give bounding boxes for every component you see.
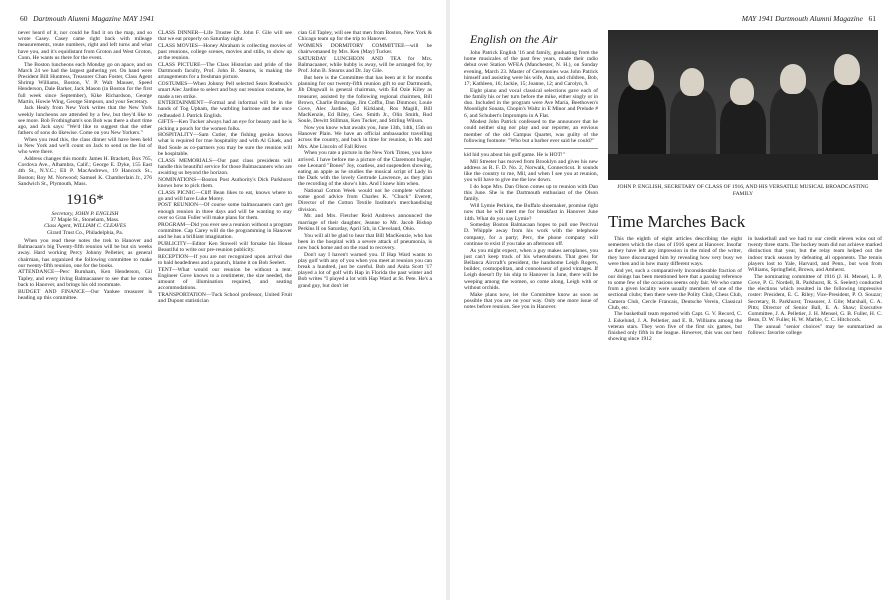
piano-bench	[608, 154, 878, 180]
figure-head	[730, 78, 754, 105]
class-agent-line: Class Agent, WILLIAM C. CLEAVES	[44, 223, 126, 230]
figure-head	[680, 68, 704, 96]
running-head-left: Dartmouth Alumni Magazine MAY 1941	[33, 14, 155, 23]
figure-head	[628, 60, 654, 90]
paragraph: BUDGET AND FINANCE—Our Yankee treasurer is heading up this committee.	[18, 288, 152, 301]
left-column-3	[298, 30, 432, 595]
paragraph: TRANSPORTATION—Tuck School professor, United Fruit and Dupont statistician	[158, 291, 292, 305]
photo-caption: JOHN P. ENGLISH, SECRETARY OF CLASS OF 1916, AND HIS VERSATILE MUSICAL BROADCASTING FAMILY	[617, 184, 869, 197]
paragraph: But here is the Committee that has been at it for months planning for our twenty-fifth reunion gift to our Dartmouth, Jib Dingwall is general chairman, with Ed Ozie Kiley as treasurer, assisted by the following regional chairmen, Bill Brown, Charlie Brundage, Jim Coffin, Dan Dinmoor, Louie Gove, Alec Jardine, Ed Kirkland, Ros Magill, Bill MacKenzie, Ed Riley, Geo. Smith Jr., Olin Smith, Rod Soule, Dewitt Stillman, Ken Tucker, and Stirling Wilson.	[298, 74, 432, 125]
right-column-1	[464, 30, 598, 595]
paragraph: NOMINATIONS—Boston Post Authority's Dick Parkhurst knows how to pick them.	[158, 176, 292, 189]
paragraph: CLASS DINNER—Life Trustee Dr. John F. Gile will see that we eat properly on Saturday night.	[158, 30, 292, 43]
paragraph: Modest John Patrick confessed to the announcer that he could neither sing nor play and our reporter, an envious member of the old Campus Quartet, was guilty of the following footnote: "Who but a barber ever said he could?"	[464, 119, 598, 144]
paragraph: You will all be glad to hear that Bill MacKenzie, who has been in the hospital with a severe attack of pneumonia, is now back home and on the road to recovery.	[298, 232, 432, 251]
right-page	[450, 0, 896, 600]
paragraph: ATTENDANCE—Perc Burnham, Ken Henderson, Gil Tapley, and every living Balmacaaner to see that he comes back to Hanover, and brings his old roommate.	[18, 269, 152, 288]
paragraph: National Cotton Week would not be complete without some good advice from Charles K. "Chuck" Everett, Director of the Cotton Textile Institute's merchandising division.	[298, 188, 432, 213]
left-page	[0, 0, 446, 600]
paragraph: ENTERTAINMENT—Formal and informal will be in the hands of Tog Upham, the warbling baritone and the once redheaded J. Patrick English.	[158, 100, 292, 119]
paragraph: Don't say I haven't warned you. If Hap Ward wants to play golf with any of you when you meet at reunion you can break a hundred, just be careful. Bob and Anita Scott '17 played a lot of golf with Hap in Florida the past winter and Bob writes "I played a lot with Hap Ward at St. Pete. He's a grand guy, but don't let	[298, 251, 432, 289]
paragraph: CLASS MEMORIALS—Our past class presidents will handle this beautiful service for those Balmacaaners who are awaiting us beyond the horizon.	[158, 157, 292, 176]
paragraph: John Patrick English '16 and family, graduating from the home musicales of the past few years, made their radio debut over Station WFEA (Manchester, N. H.), on Sunday evening, March 23. Master of Ceremonies was John Patrick himself and assisting were his wife, Ann, and children, Bob, 17; Kathleen, 16; Jackie, 15; Joanne, 12; and Carolyn, 9.	[464, 50, 598, 88]
time-marches-heading: Time Marches Back	[608, 212, 746, 231]
left-running-head	[20, 14, 154, 23]
paragraph: kid hid you about his golf game. He is HOT!"	[464, 152, 565, 159]
paragraph: POST REUNION—Of course some balmacaaners can't get enough reunion in three days and will be wanting to stay over so Gran Fuller will make plans for them.	[158, 202, 292, 221]
paragraph: As you might expect, when a guy makes aeroplanes, you just can't keep track of his whereabouts. That goes for Bellanca Aircraft's president, the handsome Leigh Rogers, builder, cosmopolitan, and connoisseur of good vintages. If Leigh doesn't fly his ship to Hanover in June, there will be weeping among the women, so come along, Leigh with or without orchids.	[464, 247, 598, 291]
paragraph: When you read this, the class dinner will have been held in New York and we'll count on Jack to send us the list of who were there.	[18, 136, 152, 156]
page-number-left: 60	[20, 14, 28, 23]
section-divider	[464, 148, 598, 149]
paragraph: Someday Boston Balmacaan hopes to pull one Percival D. Whipple away from his work with the telephone company, for a party; Perc, the phone company will continue to exist if you take an afternoon off.	[464, 222, 598, 247]
running-head-right: MAY 1941 Dartmouth Alumni Magazine	[741, 14, 863, 23]
page-number-right: 61	[868, 14, 876, 23]
secretary-address: 37 Maple St., Stoneham, Mass.	[50, 217, 120, 224]
secretary-line: Secretary, JOHN P. ENGLISH	[51, 211, 119, 218]
paragraph: CLASS MOVIES—Honey Abraham is collecting movies of past reunions, college scenes, movies and stills, to show up at the reunion.	[158, 42, 292, 62]
paragraph: CLASS PICTURE—The Class Historian and pride of the Dartmouth faculty, Prof. John B. Stearns, is making the arrangements for a freshman picture.	[158, 62, 292, 81]
left-column-2	[158, 30, 292, 595]
paragraph: WOMENS DORMITORY COMMITTEE—will be chairwomaned by Mrs. Ken (May) Tucker.	[298, 42, 432, 56]
paragraph: I do hope Mrs. Dan Olson comes up to reunion with Dan this June. She is the Dartmouth enthusiast of the Olson family.	[464, 184, 598, 203]
family-photo	[608, 30, 878, 180]
paragraph: Make plans now, let the Committee know as soon as possible that you are on your way. Only one more issue of notes before reunion. See you in Hanover.	[464, 291, 598, 310]
right-running-head	[742, 14, 876, 23]
paragraph: Eight piano and vocal classical selections gave each of the family his or her turn before the mike, either singly or in duo. Included in the program were Ave Maria, Beethoven's Moonlight Sonata, Chopin's Waltz in E Minor and Prelude # 6, and Schubert's Impromptu in A Flat.	[464, 87, 598, 119]
paragraph: in basketball and we had to our credit eleven wins out of twenty three starts. The hockey team did not achieve marked distinction that year, but the relay team helped out the indoor track season by defeating all opponents. The tennis players lost to Yale, Harvard, and Penn., but won from Williams, Springfield, Brown, and Amherst.	[748, 236, 882, 274]
paragraph: TENT—What would our reunion be without a tent. Engineer Gove knows to a centimeter, the size needed, the amount of illumination required, and seating accommodations.	[158, 266, 292, 292]
paragraph: RECEPTION—If you are not recognized upon arrival due to bald headedness and a paunch, blame it on Bob Seelert.	[158, 253, 292, 266]
paragraph: The annual "senior choices" may be summarized as follows: favorite college	[748, 323, 882, 337]
paragraph: The nominating committee of 1916 (J. H. Mensel, L. P. Gove, P. G. Nordell, R. Parkhurst, R. S. Seelert) conducted the elections which resulted in the following impressive roster: President, E. C. Riley; Vice-President, P. O. Souzar; Secretary, R. Parkhurst; Treasurer, J. Gile; Marshall, C. A. Pitts; Director of Senior Ball, E. A. Shaw; Executive Committee, J. A. Pelletier, J. H. Mensel, G. B. Fuller, H. C. Bean, D. W. Fuller, H. W. Marble, C. C. Hitchcock.	[748, 273, 882, 324]
paragraph: PROGRAM—Did you ever see a reunion without a program committee. Cap Carey will do the programming in Hanover and he has a brilliant imagination.	[158, 221, 292, 240]
paragraph: SATURDAY LUNCHEON AND TEA for Mrs. Balmacaaner, while hubby is away, will be arranged for, by Prof. John B. Stearns and Dr. Jay Gile.	[298, 55, 432, 75]
paragraph: Mr. and Mrs. Fletcher Reid Andrews announced the marriage of their daughter, Jeanne to Mr. Jacob Bishop Perkins II on Saturday, April 5th, in Cleveland, Ohio.	[298, 213, 432, 232]
paragraph: cian Gil Tapley, will see that men from Boston, New York & Chicago team up for the trip to Hanover.	[298, 30, 432, 43]
english-on-air-heading: English on the Air	[470, 32, 558, 46]
paragraph: When you read these notes the trek to Hanover and Balmacaan's big Twenty-fifth reunion will be but six weeks away. Hard working Percy Johnny Pelletier, as general chairman, has organized the following committee to make our twenty-fifth reunion, one for the books.	[18, 237, 152, 269]
paragraph: COSTUMES—When Johnny Pell selected Sears Roebuck's smart Alec Jardine to select and buy our reunion costume, he made a ten strike.	[158, 81, 292, 100]
class-agent-address: Girard Trust Co., Philadelphia, Pa.	[46, 229, 124, 236]
paragraph: Address changes this month: James H. Brackett, Box 765, Cordova Ave., Alhambra, Calif.; George E. Dyke, 155 East 4th St., N.Y.C.; Eli P. MacAndrews, 19 Hancock St., Boston; Roy M. Norwood; Samuel K. Chamberlain Jr., 276 Sandwich St., Plymouth, Mass.	[18, 156, 152, 187]
paragraph: Now you know what awaits you, June 13th, 14th, 15th on Hanover Plain. We have an official ambassador travelling across the country, and back in time for reunion, in Mr. and Mrs. Abe Lincoln of Fall River.	[298, 125, 432, 150]
time-marches-heading-wrap	[608, 212, 878, 237]
right-column-2	[608, 236, 742, 596]
paragraph: And yet, such a comparatively inconsiderable fraction of our doings has been mentioned here that a passing reference to some few of the occasions seems only fair. We who came from a given locality were usually members of one of the sectional clubs; then there were the Polity Club, Chess Club, Camera Club, Cercle Francais, Deutsche Verein, Classical Club, etc.	[608, 267, 742, 311]
paragraph: This the eighth of eight articles describing the eight semesters which the class of 1916 spent at Hanover. Insofar as they have left any impression in the mind of the writer, they have discouraged him by revealing how very busy we were then and in how many different ways.	[608, 236, 742, 267]
paragraph: HOSPITALITY—Sam Cutler, the fishing genius knows what is required for true hospitality and with Al Gluek, and Rod Soule as co-partners you may be sure the reunion will be hospitable.	[158, 132, 292, 157]
paragraph: Jack Healy from New York writes that the New York weekly luncheons are attended by a few, but they'd like to see more. Bob Frothingham's son Bob was there a short time ago, and Jack says: "We'd like to suggest that the other fathers of sons do likewise. Come on you New Yorkers."	[18, 105, 152, 137]
figure-head	[780, 64, 806, 94]
paragraph: never heard of it, nor could he find it on the map, and so wrote Casey. Casey came right back with mileage measurements, route numbers, right and left turns and what have you, and it's equidistant from Groton and West Groton, Conn. He wants us there for the event.	[18, 30, 152, 61]
paragraph: GIFTS—Ken Tucker always had an eye for beauty and he is picking a pouch for the women folks.	[158, 119, 292, 132]
paragraph: The basketball team reported with Capt. G. V. Record, C. J. Eskelund, J. A. Pelletier, and E. R. Williams among the veteran stars. They won five of the first six games, but finished only fifth in the league. However, this was our best showing since 1912	[608, 311, 742, 343]
paragraph: Will Lymie Perkins, the Buffalo shoemaker, promise right now that he will meet me for breakfast in Hanover June 14th. What do you say Lymie?	[464, 203, 598, 222]
right-column-3	[748, 236, 882, 596]
class-year-heading: 1916*	[66, 192, 104, 209]
figure-head	[834, 54, 860, 85]
left-column-1	[18, 30, 152, 595]
paragraph: Mil Streeter has moved from Brooklyn and gives his new address as R. F. D. No. 2, Norwalk, Connecticut. It sounds like the country to me, Mil, and when I see you at reunion, you will have to give me the low down.	[464, 158, 598, 184]
paragraph: CLASS PICNIC—Cliff Bean likes to eat, knows where to go and will have Luke Morey.	[158, 189, 292, 202]
paragraph: When you rate a picture in the New York Times, you have arrived. I have before me a picture of the Claremont bugler, one Leonard "Bones" Joy, coatless, and suspenders showing, eating an apple as he studies the musical script of Lady in the Dark with the lovely Gertrude Lawrence, as they plan the recording of the show's hits. And I knew him when.	[298, 150, 432, 188]
paragraph: PUBLICITY—Editor Ken Stowell will forsake his House Beautiful to write our pre-reunion publicity.	[158, 240, 292, 253]
paragraph: The Boston luncheons each Monday go on apace, and on March 24 we had the largest gathering yet. On hand were President Bill Huntress, Treasurer Chan Foster, Class Agent Shrimp Williams, Boston, V. P. Walt Mauser, Speed Henderson, Dale Barker, Jack Mason (in Boston for the first full week since September), Kike Richardson, George Martin, Howie Wing, George Simpson, and your Secretary.	[18, 61, 152, 105]
